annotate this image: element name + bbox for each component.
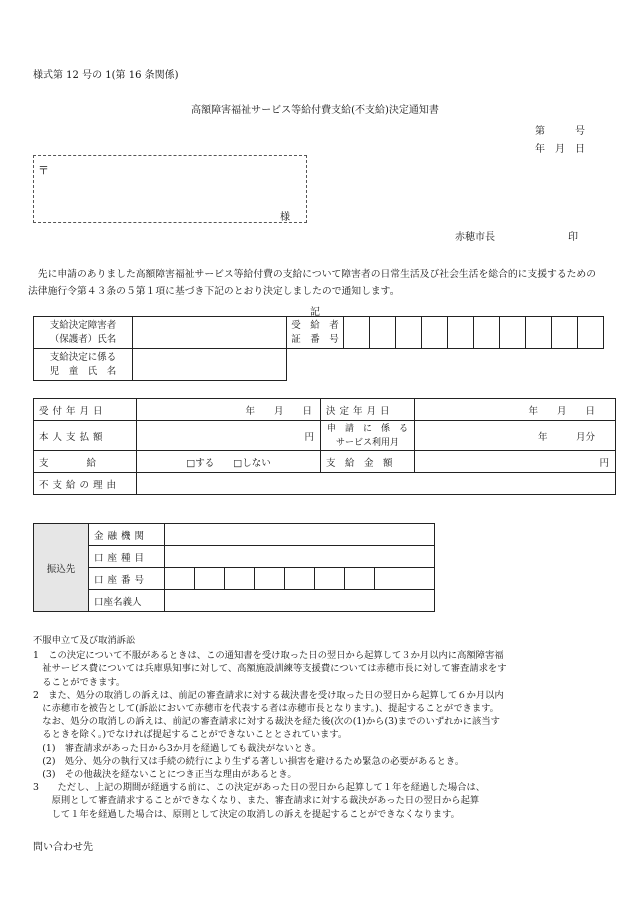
- decision-date-field[interactable]: 年 月 日: [415, 399, 616, 421]
- intro-paragraph: 先に申請のありました高額障害福祉サービス等給付費の支給について障害者の日常生活及び社会生活を総合的に支援するための法律施行令第４３条の５第１項に基づき下記のとおり決定しましたので通知します。: [28, 269, 597, 297]
- option-yes-checkbox[interactable]: □する: [186, 457, 215, 469]
- amount-label: 支 給 金 額: [321, 451, 415, 473]
- address-box: [33, 155, 307, 223]
- postal-mark: 〒: [38, 164, 49, 177]
- amount-field[interactable]: 円: [415, 451, 616, 473]
- form-number-label: 様式第 12 号の 1(第 16 条関係): [33, 70, 179, 81]
- cert-digit[interactable]: [396, 317, 422, 349]
- account-type-field[interactable]: [165, 546, 435, 568]
- receipt-date-field[interactable]: 年 月 日: [137, 399, 321, 421]
- account-digit[interactable]: [195, 568, 225, 590]
- appeal-line: なお、処分の取消しの訴えは、前記の審査請求に対する裁決を経た後(次の(1)から(3)までのいずれかに該当す: [33, 716, 500, 728]
- inquiry-label: 問い合わせ先: [33, 842, 93, 853]
- service-month-field[interactable]: 年 月分: [415, 421, 616, 451]
- appeal-line: (2) 処分、処分の執行又は手続の続行により生ずる著しい損害を避けるため緊急の必要があるとき。: [33, 755, 465, 767]
- transfer-table: [33, 523, 435, 612]
- cert-digit[interactable]: [552, 317, 578, 349]
- account-number-rest[interactable]: [375, 568, 435, 590]
- honorific-sama: 様: [280, 212, 290, 223]
- cert-digit[interactable]: [448, 317, 474, 349]
- appeal-line: 祉サービス費については兵庫県知事に対して、高額施設訓練等支援費については赤穂市長に対して審査請求をす: [33, 663, 507, 675]
- appeal-line: 2 また、処分の取消しの訴えは、前記の審査請求に対する裁決書を受け取った日の翌日から起算して６か月以内: [33, 689, 504, 701]
- child-name-label: 支給決定に係る 児 童 氏 名: [34, 349, 133, 381]
- recipient-name-label: 支給決定障害者 （保護者）氏名: [34, 317, 133, 349]
- bank-label: 金融機関: [89, 524, 165, 546]
- transfer-label: 振込先: [34, 524, 89, 612]
- account-digit[interactable]: [225, 568, 255, 590]
- appeal-line: 3 ただし、上記の期間が経過する前に、この決定があった日の翌日から起算して１年を経過した場合は、: [33, 782, 486, 794]
- certificate-number-label: 受 給 者 証 番 号: [287, 317, 344, 349]
- self-pay-label: 本人支払額: [34, 421, 137, 451]
- mayor-label: 赤穂市長: [455, 232, 495, 243]
- appeal-line: 1 この決定について不服があるときは、この通知書を受け取った日の翌日から起算して３か月以内に高額障害福: [33, 650, 504, 662]
- appeal-section: [33, 634, 603, 821]
- appeal-line: ることができます。: [33, 676, 126, 688]
- option-no-checkbox[interactable]: □しない: [233, 457, 271, 469]
- service-month-label: 申 請 に 係 る サービス利用月: [321, 421, 415, 451]
- cert-digit[interactable]: [526, 317, 552, 349]
- decision-table: [33, 398, 616, 495]
- recipient-name-field[interactable]: [133, 317, 287, 349]
- reason-field[interactable]: [137, 473, 616, 495]
- payment-options: [137, 451, 321, 473]
- self-pay-field[interactable]: 円: [137, 421, 321, 451]
- recipient-table: [33, 316, 604, 381]
- cert-digit[interactable]: [500, 317, 526, 349]
- payment-label: 支 給: [34, 451, 137, 473]
- reason-label: 不支給の理由: [34, 473, 137, 495]
- cert-digit[interactable]: [422, 317, 448, 349]
- document-title: 高額障害福祉サービス等給付費支給(不支給)決定通知書: [191, 105, 439, 116]
- decision-date-label: 決定年月日: [321, 399, 415, 421]
- account-type-label: 口座種目: [89, 546, 165, 568]
- holder-field[interactable]: [165, 590, 435, 612]
- appeal-line: (3) その他裁決を経ないことにつき正当な理由があるとき。: [33, 769, 297, 781]
- appeal-heading: 不服申立て及び取消訴訟: [33, 635, 136, 646]
- appeal-line: (1) 審査請求があった日から3か月を経過しても裁決がないとき。: [33, 742, 322, 754]
- receipt-date-label: 受付年月日: [34, 399, 137, 421]
- bank-field[interactable]: [165, 524, 435, 546]
- cert-digit[interactable]: [578, 317, 604, 349]
- document-number: 第 号: [535, 126, 585, 137]
- holder-label: 口座名義人: [89, 590, 165, 612]
- ki-label: 記: [310, 307, 320, 318]
- account-number-label: 口座番号: [89, 568, 165, 590]
- cert-digit[interactable]: [370, 317, 396, 349]
- account-digit[interactable]: [345, 568, 375, 590]
- document-date: 年 月 日: [535, 144, 585, 155]
- appeal-line: 原則として審査請求することができなくなり、また、審査請求に対する裁決があった日の翌日から起算: [33, 795, 480, 807]
- account-digit[interactable]: [165, 568, 195, 590]
- cert-digit[interactable]: [344, 317, 370, 349]
- appeal-line: に赤穂市を被告として(訴訟において赤穂市を代表する者は赤穂市長となります。)、提起することができます。: [33, 703, 499, 715]
- cert-digit[interactable]: [474, 317, 500, 349]
- child-name-field[interactable]: [133, 349, 287, 381]
- account-digit[interactable]: [255, 568, 285, 590]
- account-digit[interactable]: [315, 568, 345, 590]
- account-digit[interactable]: [285, 568, 315, 590]
- appeal-line: して１年を経過した場合は、原則として決定の取消しの訴えを提起することができなくなります。: [33, 808, 460, 820]
- appeal-line: るときを除く。)でなければ提起することができないこととされています。: [33, 729, 348, 741]
- seal-label: 印: [568, 232, 578, 243]
